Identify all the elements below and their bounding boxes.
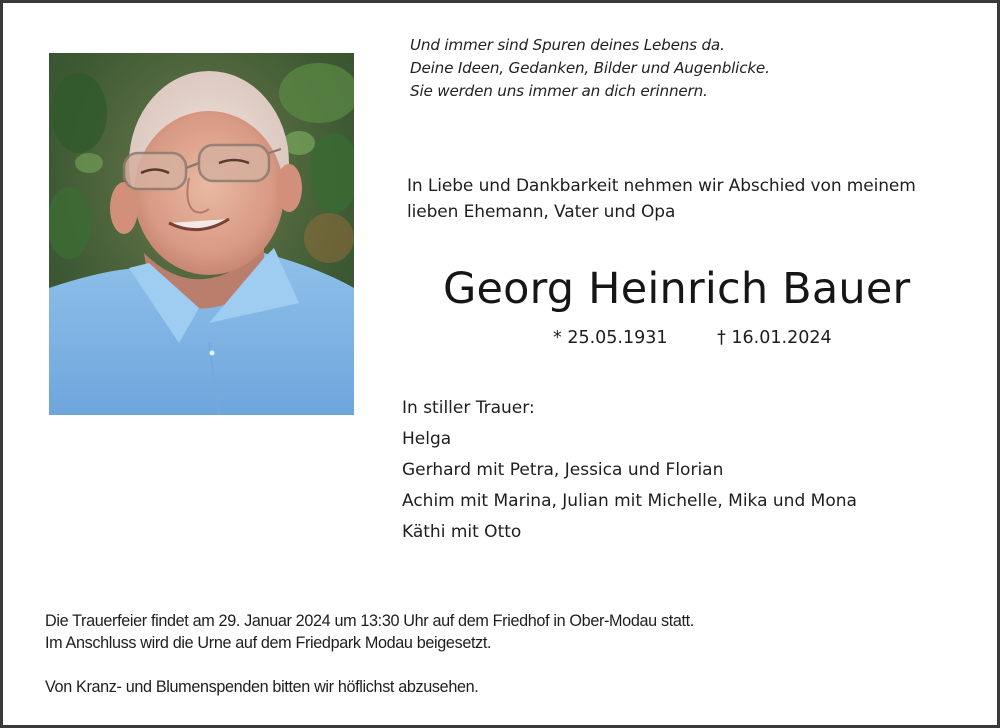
intro-line: lieben Ehemann, Vater und Opa bbox=[407, 202, 676, 222]
funeral-details bbox=[45, 610, 694, 698]
birth-date: * 25.05.1931 bbox=[553, 328, 668, 348]
spacer bbox=[45, 654, 694, 676]
life-dates bbox=[553, 326, 832, 350]
mourner-line: Achim mit Marina, Julian mit Michelle, Mika und Mona bbox=[402, 491, 857, 511]
mourners-heading: In stiller Trauer: bbox=[402, 398, 535, 418]
burial-info: Im Anschluss wird die Urne auf dem Friedpark Modau beigesetzt. bbox=[45, 634, 492, 652]
flowers-request: Von Kranz- und Blumenspenden bitten wir höflichst abzusehen. bbox=[45, 678, 479, 696]
death-date: † 16.01.2024 bbox=[717, 328, 832, 348]
deceased-name: Georg Heinrich Bauer bbox=[443, 264, 911, 314]
poem-line: Deine Ideen, Gedanken, Bilder und Augenblicke. bbox=[410, 59, 770, 77]
poem-line: Sie werden uns immer an dich erinnern. bbox=[410, 82, 708, 100]
farewell-intro bbox=[407, 173, 916, 225]
ceremony-info: Die Trauerfeier findet am 29. Januar 2024 um 13:30 Uhr auf dem Friedhof in Ober-Modau statt. bbox=[45, 612, 694, 630]
poem bbox=[410, 34, 770, 103]
mourner-line: Käthi mit Otto bbox=[402, 522, 522, 542]
portrait-photo bbox=[49, 53, 354, 415]
intro-line: In Liebe und Dankbarkeit nehmen wir Abschied von meinem bbox=[407, 176, 916, 196]
mourner-line: Gerhard mit Petra, Jessica und Florian bbox=[402, 460, 724, 480]
poem-line: Und immer sind Spuren deines Lebens da. bbox=[410, 36, 725, 54]
mourners-list bbox=[402, 393, 857, 548]
mourner-line: Helga bbox=[402, 429, 452, 449]
